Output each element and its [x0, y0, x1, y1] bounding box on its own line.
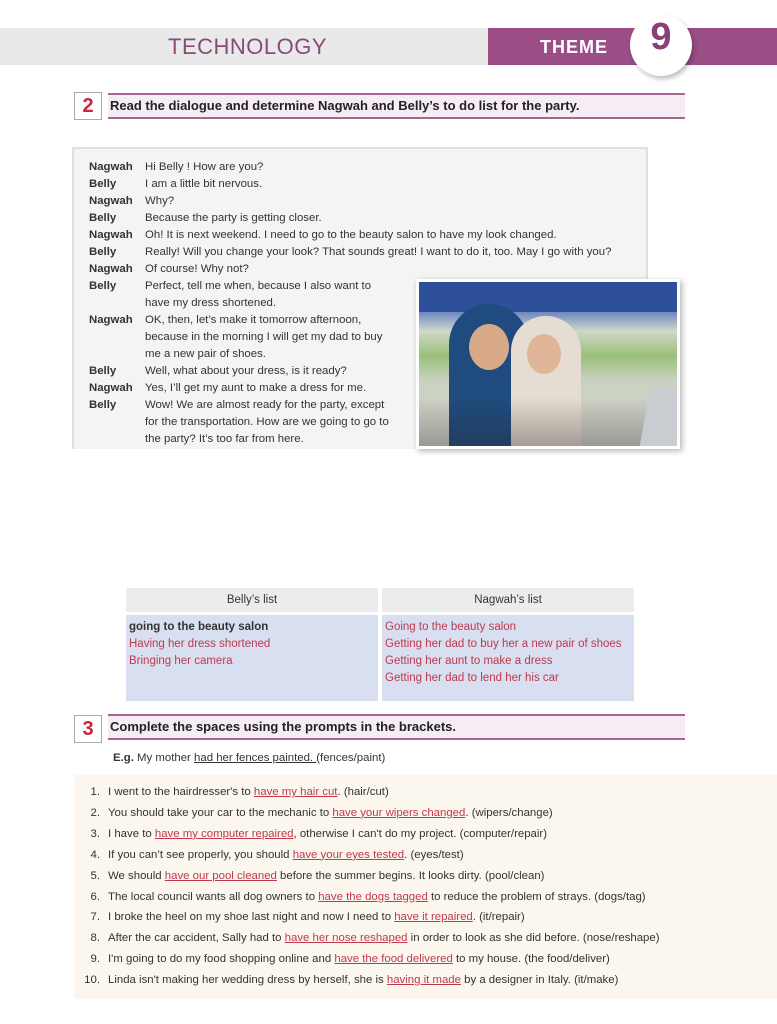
- answer-text: have the food delivered: [334, 953, 453, 966]
- exercise-item: [74, 828, 547, 840]
- exercise-item: [74, 891, 646, 903]
- nagwah-list: [382, 615, 634, 701]
- list-item: Having her dress shortened: [129, 638, 271, 650]
- list-item: Getting her dad to buy her a new pair of shoes: [385, 638, 622, 650]
- sentence-text: After the car accident, Sally had to: [108, 932, 285, 945]
- speaker-name: [89, 295, 145, 312]
- dialogue-text: Oh! It is next weekend. I need to go to the beauty salon to have my look changed.: [145, 229, 557, 241]
- sentence-prompt: to my house. (the food/deliver): [452, 953, 610, 966]
- speaker-name: Nagwah: [89, 314, 133, 326]
- speaker-name: Belly: [89, 365, 117, 377]
- dialogue-text: because in the morning I will get my dad to buy: [145, 331, 383, 343]
- sentence-prompt: . (eyes/test): [404, 848, 464, 861]
- sentence-prompt: . (wipers/change): [465, 806, 553, 819]
- dialogue-line: [89, 397, 384, 414]
- item-number: 1.: [90, 786, 100, 798]
- belly-list-header: Belly’s list: [126, 588, 378, 612]
- exercise-item: [74, 849, 464, 861]
- speaker-name: Nagwah: [89, 161, 133, 173]
- dialogue-text: Because the party is getting closer.: [145, 212, 322, 224]
- section-instruction: Complete the spaces using the prompts in the brackets.: [108, 714, 685, 740]
- speaker-name: Belly: [89, 246, 117, 258]
- sentence-prompt: in order to look as she did before. (nose/reshape): [407, 932, 660, 945]
- example-sentence: [113, 752, 385, 764]
- dialogue-line: [89, 244, 611, 261]
- exercise-item: [74, 786, 389, 798]
- section-instruction: Read the dialogue and determine Nagwah and Belly’s to do list for the party.: [108, 93, 685, 119]
- exercise-item: [74, 807, 553, 819]
- dialogue-line: [89, 363, 347, 380]
- sentence-prompt: , otherwise I can't do my project. (computer/repair): [293, 827, 548, 840]
- list-item: Getting her dad to lend her his car: [385, 672, 559, 684]
- sentence-text: If you can’t see properly, you should: [108, 848, 293, 861]
- dialogue-text: Hi Belly ! How are you?: [145, 161, 264, 173]
- example-text: My mother: [133, 752, 195, 764]
- section-number: 3: [74, 715, 102, 743]
- dialogue-line: [89, 159, 263, 176]
- dialogue-text: I am a little bit nervous.: [145, 178, 263, 190]
- sentence-text: I broke the heel on my shoe last night and now I need to: [108, 911, 395, 924]
- sentence-text: I'm going to do my food shopping online and: [108, 953, 335, 966]
- sentence-text: The local council wants all dog owners to: [108, 890, 319, 903]
- example-answer: had her fences painted.: [194, 752, 317, 764]
- speaker-name: Belly: [89, 212, 117, 224]
- dialogue-text: Well, what about your dress, is it ready?: [145, 365, 347, 377]
- sentence-text: You should take your car to the mechanic to: [108, 806, 333, 819]
- item-number: 10.: [84, 974, 100, 987]
- list-item: Going to the beauty salon: [385, 621, 517, 633]
- nagwah-list-header: Nagwah’s list: [382, 588, 634, 612]
- answer-text: have your wipers changed: [332, 806, 466, 819]
- dialogue-line: [89, 431, 304, 448]
- dialogue-line: [89, 380, 366, 397]
- section-number: 2: [74, 92, 102, 120]
- item-number: 3.: [90, 827, 100, 840]
- item-number: 9.: [90, 953, 100, 966]
- exercise-item: [74, 953, 610, 965]
- dialogue-line: [89, 278, 371, 295]
- sentence-text: I went to the hairdresser's to: [108, 786, 254, 798]
- dialogue-line: [89, 210, 322, 227]
- dialogue-line: [89, 193, 174, 210]
- list-item: Getting her aunt to make a dress: [385, 655, 553, 667]
- dialogue-line: [89, 295, 276, 312]
- item-number: 5.: [90, 869, 100, 882]
- answer-text: have it repaired: [394, 911, 473, 924]
- dialogue-line: [89, 329, 382, 346]
- theme-number: 9: [650, 16, 672, 58]
- answer-text: have her nose reshaped: [284, 932, 408, 945]
- dialogue-line: [89, 414, 389, 431]
- sentence-prompt: by a designer in Italy. (it/make): [460, 974, 619, 987]
- dialogue-text: OK, then, let’s make it tomorrow afternoon,: [145, 314, 362, 326]
- dialogue-text: Really! Will you change your look? That sounds great! I want to do it, too. May I go with you?: [145, 246, 612, 258]
- answer-text: having it made: [386, 974, 461, 987]
- speaker-name: [89, 346, 145, 363]
- speaker-name: Belly: [89, 178, 117, 190]
- list-item: Bringing her camera: [129, 655, 233, 667]
- speaker-name: Belly: [89, 399, 117, 411]
- speaker-name: Nagwah: [89, 195, 133, 207]
- dialogue-text: Perfect, tell me when, because I also want to: [145, 280, 372, 292]
- sentence-text: Linda isn't making her wedding dress by herself, she is: [108, 974, 387, 987]
- dialogue-line: [89, 261, 249, 278]
- sentence-text: We should: [108, 869, 165, 882]
- dialogue-line: [89, 312, 361, 329]
- dialogue-text: me a new pair of shoes.: [145, 348, 266, 360]
- answer-text: have the dogs tagged: [318, 890, 428, 903]
- answer-text: have my computer repaired: [154, 827, 294, 840]
- speaker-name: [89, 414, 145, 431]
- exercise-item: [74, 932, 660, 944]
- exercise-item: [74, 974, 618, 986]
- photo-two-women-studying: [416, 279, 680, 449]
- item-number: 7.: [90, 911, 100, 924]
- belly-list: [126, 615, 378, 701]
- page-title: TECHNOLOGY: [168, 34, 328, 59]
- sentence-prompt: before the summer begins. It looks dirty. (pool/clean): [276, 869, 545, 882]
- answer-text: have our pool cleaned: [164, 869, 277, 882]
- example-prompt: (fences/paint): [316, 752, 386, 764]
- answer-text: have my hair cut: [253, 786, 338, 798]
- item-number: 4.: [90, 848, 100, 861]
- exercise-item: [74, 870, 544, 882]
- dialogue-text: Wow! We are almost ready for the party, except: [145, 399, 385, 411]
- dialogue-line: [89, 227, 557, 244]
- dialogue-text: Yes, I’ll get my aunt to make a dress for me.: [145, 382, 367, 394]
- example-label: E.g.: [113, 752, 134, 764]
- sentence-prompt: . (it/repair): [472, 911, 525, 924]
- item-number: 8.: [90, 932, 100, 945]
- item-number: 6.: [90, 890, 100, 903]
- list-item: going to the beauty salon: [129, 621, 269, 633]
- speaker-name: [89, 329, 145, 346]
- speaker-name: Belly: [89, 280, 117, 292]
- dialogue-line: [89, 176, 262, 193]
- sentence-prompt: . (hair/cut): [337, 786, 389, 798]
- dialogue-text: Of course! Why not?: [145, 263, 249, 275]
- dialogue-line: [89, 346, 266, 363]
- dialogue-text: the party? It’s too far from here.: [145, 433, 304, 445]
- dialogue-text: Why?: [145, 195, 175, 207]
- dialogue-text: have my dress shortened.: [145, 297, 277, 309]
- speaker-name: [89, 431, 145, 448]
- exercise-item: [74, 911, 525, 923]
- theme-label: THEME: [540, 37, 608, 57]
- item-number: 2.: [90, 806, 100, 819]
- sentence-text: I have to: [108, 827, 155, 840]
- dialogue-text: for the transportation. How are we going to go to: [145, 416, 389, 428]
- exercise-box: [74, 775, 777, 999]
- sentence-prompt: to reduce the problem of strays. (dogs/tag): [427, 890, 646, 903]
- speaker-name: Nagwah: [89, 382, 133, 394]
- speaker-name: Nagwah: [89, 263, 133, 275]
- answer-text: have your eyes tested: [292, 848, 405, 861]
- speaker-name: Nagwah: [89, 229, 133, 241]
